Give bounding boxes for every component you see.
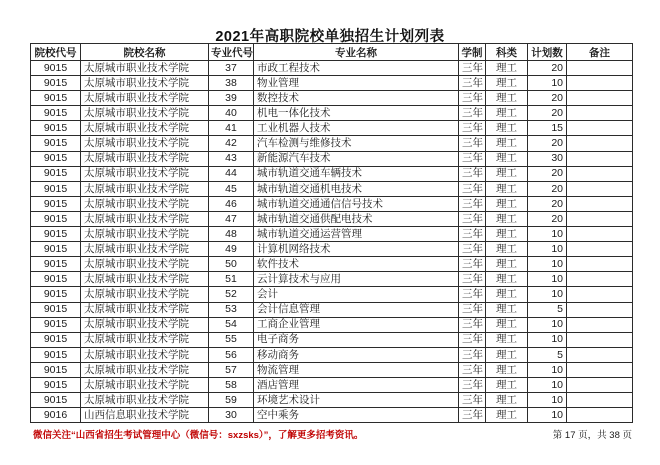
cell-major-name: 酒店管理: [254, 377, 459, 392]
cell-college-name: 太原城市职业技术学院: [81, 272, 209, 287]
cell-remarks: [567, 257, 633, 272]
cell-remarks: [567, 332, 633, 347]
cell-duration: 三年: [459, 242, 486, 257]
cell-college-name: 太原城市职业技术学院: [81, 302, 209, 317]
cell-major-name: 机电一体化技术: [254, 106, 459, 121]
cell-college-code: 9015: [31, 347, 81, 362]
cell-college-code: 9015: [31, 227, 81, 242]
cell-college-name: 太原城市职业技术学院: [81, 362, 209, 377]
cell-major-code: 46: [209, 196, 254, 211]
cell-major-name: 城市轨道交通运营管理: [254, 227, 459, 242]
cell-remarks: [567, 136, 633, 151]
cell-plan-count: 5: [528, 347, 567, 362]
cell-remarks: [567, 227, 633, 242]
header-college-name: 院校名称: [81, 44, 209, 61]
cell-remarks: [567, 393, 633, 408]
table-row: [31, 91, 633, 106]
cell-plan-count: 30: [528, 151, 567, 166]
cell-plan-count: 10: [528, 393, 567, 408]
cell-plan-count: 20: [528, 181, 567, 196]
cell-college-name: 太原城市职业技术学院: [81, 76, 209, 91]
header-major-name: 专业名称: [254, 44, 459, 61]
cell-college-code: 9015: [31, 257, 81, 272]
cell-college-code: 9015: [31, 211, 81, 226]
cell-plan-count: 10: [528, 408, 567, 423]
cell-major-code: 56: [209, 347, 254, 362]
cell-plan-count: 20: [528, 196, 567, 211]
cell-college-name: 太原城市职业技术学院: [81, 287, 209, 302]
cell-college-name: 太原城市职业技术学院: [81, 257, 209, 272]
cell-plan-count: 10: [528, 76, 567, 91]
cell-subject-category: 理工: [486, 272, 528, 287]
cell-plan-count: 10: [528, 257, 567, 272]
cell-subject-category: 理工: [486, 121, 528, 136]
header-duration: 学制: [459, 44, 486, 61]
cell-remarks: [567, 377, 633, 392]
cell-major-name: 会计: [254, 287, 459, 302]
cell-college-name: 山西信息职业技术学院: [81, 408, 209, 423]
cell-college-name: 太原城市职业技术学院: [81, 242, 209, 257]
cell-college-code: 9015: [31, 377, 81, 392]
cell-subject-category: 理工: [486, 76, 528, 91]
table-row: [31, 362, 633, 377]
cell-duration: 三年: [459, 106, 486, 121]
cell-college-name: 太原城市职业技术学院: [81, 347, 209, 362]
cell-duration: 三年: [459, 151, 486, 166]
wechat-notice: 微信关注“山西省招生考试管理中心（微信号：sxzsks）”，了解更多招考资讯。: [33, 430, 364, 441]
cell-major-name: 会计信息管理: [254, 302, 459, 317]
cell-college-name: 太原城市职业技术学院: [81, 121, 209, 136]
table-row: [31, 211, 633, 226]
cell-college-code: 9015: [31, 287, 81, 302]
table-header-row: [31, 44, 633, 61]
cell-major-name: 电子商务: [254, 332, 459, 347]
cell-subject-category: 理工: [486, 347, 528, 362]
cell-subject-category: 理工: [486, 106, 528, 121]
table-row: [31, 136, 633, 151]
table-row: [31, 151, 633, 166]
cell-college-name: 太原城市职业技术学院: [81, 91, 209, 106]
cell-subject-category: 理工: [486, 181, 528, 196]
cell-major-code: 58: [209, 377, 254, 392]
cell-duration: 三年: [459, 347, 486, 362]
cell-college-code: 9015: [31, 362, 81, 377]
cell-major-name: 空中乘务: [254, 408, 459, 423]
cell-college-name: 太原城市职业技术学院: [81, 332, 209, 347]
header-remarks: 备注: [567, 44, 633, 61]
table-row: [31, 393, 633, 408]
cell-major-name: 工商企业管理: [254, 317, 459, 332]
page-number: 第 17 页，共 38 页: [552, 430, 632, 441]
table-row: [31, 106, 633, 121]
cell-college-code: 9015: [31, 121, 81, 136]
cell-remarks: [567, 272, 633, 287]
table-row: [31, 76, 633, 91]
cell-subject-category: 理工: [486, 136, 528, 151]
cell-major-code: 59: [209, 393, 254, 408]
header-college-code: 院校代号: [31, 44, 81, 61]
cell-remarks: [567, 106, 633, 121]
cell-remarks: [567, 151, 633, 166]
page-footer: [30, 427, 632, 441]
cell-duration: 三年: [459, 166, 486, 181]
cell-college-name: 太原城市职业技术学院: [81, 61, 209, 76]
cell-remarks: [567, 61, 633, 76]
cell-duration: 三年: [459, 257, 486, 272]
table-row: [31, 227, 633, 242]
cell-subject-category: 理工: [486, 211, 528, 226]
cell-subject-category: 理工: [486, 332, 528, 347]
page-title: 2021年高职院校单独招生计划列表: [215, 29, 445, 45]
cell-plan-count: 10: [528, 377, 567, 392]
cell-major-code: 54: [209, 317, 254, 332]
cell-college-code: 9015: [31, 151, 81, 166]
cell-remarks: [567, 181, 633, 196]
cell-college-name: 太原城市职业技术学院: [81, 106, 209, 121]
cell-college-name: 太原城市职业技术学院: [81, 136, 209, 151]
cell-duration: 三年: [459, 196, 486, 211]
cell-remarks: [567, 211, 633, 226]
header-plan-count: 计划数: [528, 44, 567, 61]
cell-college-code: 9015: [31, 91, 81, 106]
cell-major-code: 41: [209, 121, 254, 136]
table-row: [31, 257, 633, 272]
cell-duration: 三年: [459, 302, 486, 317]
header-major-code: 专业代号: [209, 44, 254, 61]
cell-duration: 三年: [459, 272, 486, 287]
cell-remarks: [567, 317, 633, 332]
cell-major-code: 30: [209, 408, 254, 423]
cell-major-code: 37: [209, 61, 254, 76]
table-row: [31, 287, 633, 302]
cell-major-code: 55: [209, 332, 254, 347]
cell-subject-category: 理工: [486, 317, 528, 332]
cell-remarks: [567, 91, 633, 106]
cell-college-name: 太原城市职业技术学院: [81, 166, 209, 181]
table-row: [31, 272, 633, 287]
cell-subject-category: 理工: [486, 166, 528, 181]
enrollment-plan-table: [30, 43, 633, 423]
cell-major-code: 40: [209, 106, 254, 121]
cell-college-name: 太原城市职业技术学院: [81, 377, 209, 392]
cell-college-code: 9015: [31, 393, 81, 408]
cell-major-name: 城市轨道交通通信信号技术: [254, 196, 459, 211]
cell-college-code: 9015: [31, 106, 81, 121]
cell-college-code: 9015: [31, 317, 81, 332]
cell-college-name: 太原城市职业技术学院: [81, 196, 209, 211]
cell-plan-count: 10: [528, 317, 567, 332]
table-row: [31, 242, 633, 257]
cell-major-code: 39: [209, 91, 254, 106]
cell-duration: 三年: [459, 332, 486, 347]
cell-major-name: 计算机网络技术: [254, 242, 459, 257]
cell-plan-count: 20: [528, 211, 567, 226]
cell-plan-count: 10: [528, 242, 567, 257]
cell-college-code: 9015: [31, 166, 81, 181]
cell-college-code: 9016: [31, 408, 81, 423]
cell-major-name: 城市轨道交通车辆技术: [254, 166, 459, 181]
cell-college-code: 9015: [31, 332, 81, 347]
cell-plan-count: 10: [528, 362, 567, 377]
cell-plan-count: 15: [528, 121, 567, 136]
cell-remarks: [567, 362, 633, 377]
cell-subject-category: 理工: [486, 393, 528, 408]
cell-major-code: 38: [209, 76, 254, 91]
table-row: [31, 166, 633, 181]
cell-remarks: [567, 196, 633, 211]
cell-major-name: 城市轨道交通供配电技术: [254, 211, 459, 226]
table-row: [31, 347, 633, 362]
cell-subject-category: 理工: [486, 257, 528, 272]
cell-major-name: 云计算技术与应用: [254, 272, 459, 287]
table-row: [31, 61, 633, 76]
cell-college-code: 9015: [31, 181, 81, 196]
cell-college-code: 9015: [31, 61, 81, 76]
cell-subject-category: 理工: [486, 408, 528, 423]
cell-duration: 三年: [459, 377, 486, 392]
cell-plan-count: 10: [528, 227, 567, 242]
cell-duration: 三年: [459, 211, 486, 226]
cell-remarks: [567, 347, 633, 362]
cell-duration: 三年: [459, 362, 486, 377]
cell-duration: 三年: [459, 76, 486, 91]
cell-major-code: 48: [209, 227, 254, 242]
cell-college-name: 太原城市职业技术学院: [81, 317, 209, 332]
cell-major-name: 物流管理: [254, 362, 459, 377]
cell-duration: 三年: [459, 227, 486, 242]
cell-major-name: 物业管理: [254, 76, 459, 91]
cell-plan-count: 5: [528, 302, 567, 317]
cell-subject-category: 理工: [486, 377, 528, 392]
cell-duration: 三年: [459, 287, 486, 302]
cell-college-code: 9015: [31, 196, 81, 211]
cell-duration: 三年: [459, 317, 486, 332]
cell-subject-category: 理工: [486, 151, 528, 166]
cell-major-name: 汽车检测与维修技术: [254, 136, 459, 151]
cell-subject-category: 理工: [486, 302, 528, 317]
cell-major-code: 51: [209, 272, 254, 287]
cell-college-code: 9015: [31, 302, 81, 317]
cell-subject-category: 理工: [486, 242, 528, 257]
cell-major-code: 43: [209, 151, 254, 166]
cell-plan-count: 20: [528, 136, 567, 151]
table-row: [31, 377, 633, 392]
cell-major-code: 47: [209, 211, 254, 226]
cell-subject-category: 理工: [486, 196, 528, 211]
cell-college-code: 9015: [31, 272, 81, 287]
cell-major-code: 50: [209, 257, 254, 272]
header-subject-category: 科类: [486, 44, 528, 61]
cell-duration: 三年: [459, 61, 486, 76]
table-body: [31, 61, 633, 423]
cell-major-code: 45: [209, 181, 254, 196]
cell-duration: 三年: [459, 393, 486, 408]
cell-major-code: 53: [209, 302, 254, 317]
cell-remarks: [567, 121, 633, 136]
cell-subject-category: 理工: [486, 227, 528, 242]
cell-plan-count: 10: [528, 332, 567, 347]
table-row: [31, 196, 633, 211]
cell-subject-category: 理工: [486, 287, 528, 302]
cell-college-name: 太原城市职业技术学院: [81, 181, 209, 196]
cell-subject-category: 理工: [486, 91, 528, 106]
cell-college-name: 太原城市职业技术学院: [81, 151, 209, 166]
cell-remarks: [567, 302, 633, 317]
cell-major-name: 新能源汽车技术: [254, 151, 459, 166]
cell-duration: 三年: [459, 91, 486, 106]
table-row: [31, 408, 633, 423]
cell-major-code: 44: [209, 166, 254, 181]
cell-college-code: 9015: [31, 76, 81, 91]
cell-college-name: 太原城市职业技术学院: [81, 211, 209, 226]
cell-duration: 三年: [459, 121, 486, 136]
cell-remarks: [567, 287, 633, 302]
cell-subject-category: 理工: [486, 362, 528, 377]
cell-plan-count: 10: [528, 272, 567, 287]
table-row: [31, 302, 633, 317]
cell-major-name: 数控技术: [254, 91, 459, 106]
cell-remarks: [567, 242, 633, 257]
cell-remarks: [567, 76, 633, 91]
table-row: [31, 332, 633, 347]
cell-college-name: 太原城市职业技术学院: [81, 227, 209, 242]
cell-plan-count: 20: [528, 61, 567, 76]
cell-major-name: 城市轨道交通机电技术: [254, 181, 459, 196]
cell-major-code: 52: [209, 287, 254, 302]
cell-college-code: 9015: [31, 136, 81, 151]
cell-major-name: 移动商务: [254, 347, 459, 362]
cell-major-code: 57: [209, 362, 254, 377]
cell-major-name: 工业机器人技术: [254, 121, 459, 136]
cell-major-code: 49: [209, 242, 254, 257]
cell-plan-count: 10: [528, 287, 567, 302]
table-row: [31, 317, 633, 332]
cell-plan-count: 20: [528, 166, 567, 181]
cell-subject-category: 理工: [486, 61, 528, 76]
cell-major-name: 环境艺术设计: [254, 393, 459, 408]
cell-major-name: 市政工程技术: [254, 61, 459, 76]
table-row: [31, 181, 633, 196]
cell-college-code: 9015: [31, 242, 81, 257]
cell-plan-count: 20: [528, 106, 567, 121]
cell-plan-count: 20: [528, 91, 567, 106]
table-row: [31, 121, 633, 136]
cell-major-code: 42: [209, 136, 254, 151]
cell-remarks: [567, 166, 633, 181]
cell-duration: 三年: [459, 181, 486, 196]
cell-remarks: [567, 408, 633, 423]
cell-major-name: 软件技术: [254, 257, 459, 272]
cell-duration: 三年: [459, 408, 486, 423]
cell-college-name: 太原城市职业技术学院: [81, 393, 209, 408]
cell-duration: 三年: [459, 136, 486, 151]
